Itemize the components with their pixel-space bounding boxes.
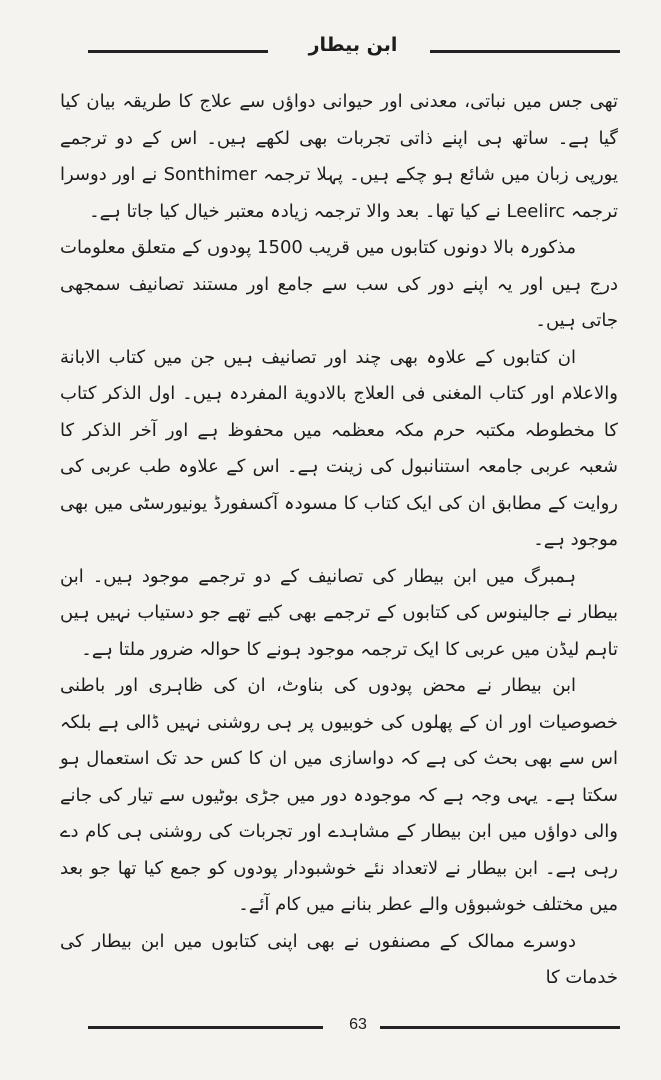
header-rule-right	[430, 50, 620, 53]
paragraph-3: ان کتابوں کے علاوہ بھی چند اور تصانیف ہیں جن میں کتاب الابانة والاعلام اور کتاب المغنی فی العلاج بالادویة المفردہ ہیں۔ اول الذکر کتاب کا مخطوطہ مکتبہ حرم مکہ معظمہ میں محفوظ ہے اور آخر الذکر کا شعبہ عربی جامعہ استنانبول کی زینت ہے۔ اس کے علاوہ طب عربی کی روایت کے مطابق ان کی ایک کتاب کا مسودہ آکسفورڈ یونیورسٹی میں بھی موجود ہے۔	[60, 346, 618, 550]
running-title: ابن بیطار	[308, 34, 398, 56]
page-number: 63	[349, 1016, 367, 1033]
paragraph-2: مذکورہ بالا دونوں کتابوں میں قریب 1500 پودوں کے متعلق معلومات درج ہیں اور یہ اپنے دور کی سب سے جامع اور مستند تصانیف سمجھی جاتی ہیں۔	[60, 237, 618, 331]
paragraph-4: ہمبرگ میں ابن بیطار کی تصانیف کے دو ترجمے موجود ہیں۔ ابن بیطار نے جالینوس کی کتابوں کے ترجمے بھی کیے تھے جو دستیاب نہیں ہیں تاہم لیڈن میں عربی کا ایک ترجمہ موجود ہونے کا حوالہ ضرور ملتا ہے۔	[60, 565, 618, 660]
footer-rule-right	[380, 1026, 620, 1029]
page-header	[88, 32, 620, 68]
header-rule-left	[88, 50, 268, 53]
body-text	[60, 84, 618, 997]
paragraph-5: ابن بیطار نے محض پودوں کی بناوٹ، ان کی ظاہری اور باطنی خصوصیات اور ان کے پھلوں کی خوبیوں پر ہی روشنی نہیں ڈالی ہے بلکہ اس سے بھی بحث کی ہے کہ دواسازی میں ان کا کس حد تک استعمال ہو سکتا ہے۔ یہی وجہ ہے کہ موجودہ دور میں جڑی بوٹیوں سے تیار کی جانے والی دواؤں میں ابن بیطار کے مشاہدے اور تجربات کی روشنی ہی کام دے رہی ہے۔ ابن بیطار نے لاتعداد نئے خوشبودار پودوں کو جمع کیا تھا جو بعد میں مختلف خوشبوؤں والے عطر بنانے میں کام آئے۔	[60, 675, 618, 915]
paragraph-1: تھی جس میں نباتی، معدنی اور حیوانی دواؤں سے علاج کا طریقہ بیان کیا گیا ہے۔ ساتھ ہی اپنے ذاتی تجربات بھی لکھے ہیں۔ اس کے دو ترجمے یورپی زبان میں شائع ہو چکے ہیں۔ پہلا ترجمہ Sonthimer نے اور دوسرا ترجمہ Leelirc نے کیا تھا۔ بعد والا ترجمہ زیادہ معتبر خیال کیا جاتا ہے۔	[60, 91, 618, 222]
page-footer	[88, 1016, 620, 1040]
paragraph-6: دوسرے ممالک کے مصنفوں نے بھی اپنی کتابوں میں ابن بیطار کی خدمات کا	[60, 930, 618, 988]
footer-rule-left	[88, 1026, 323, 1029]
